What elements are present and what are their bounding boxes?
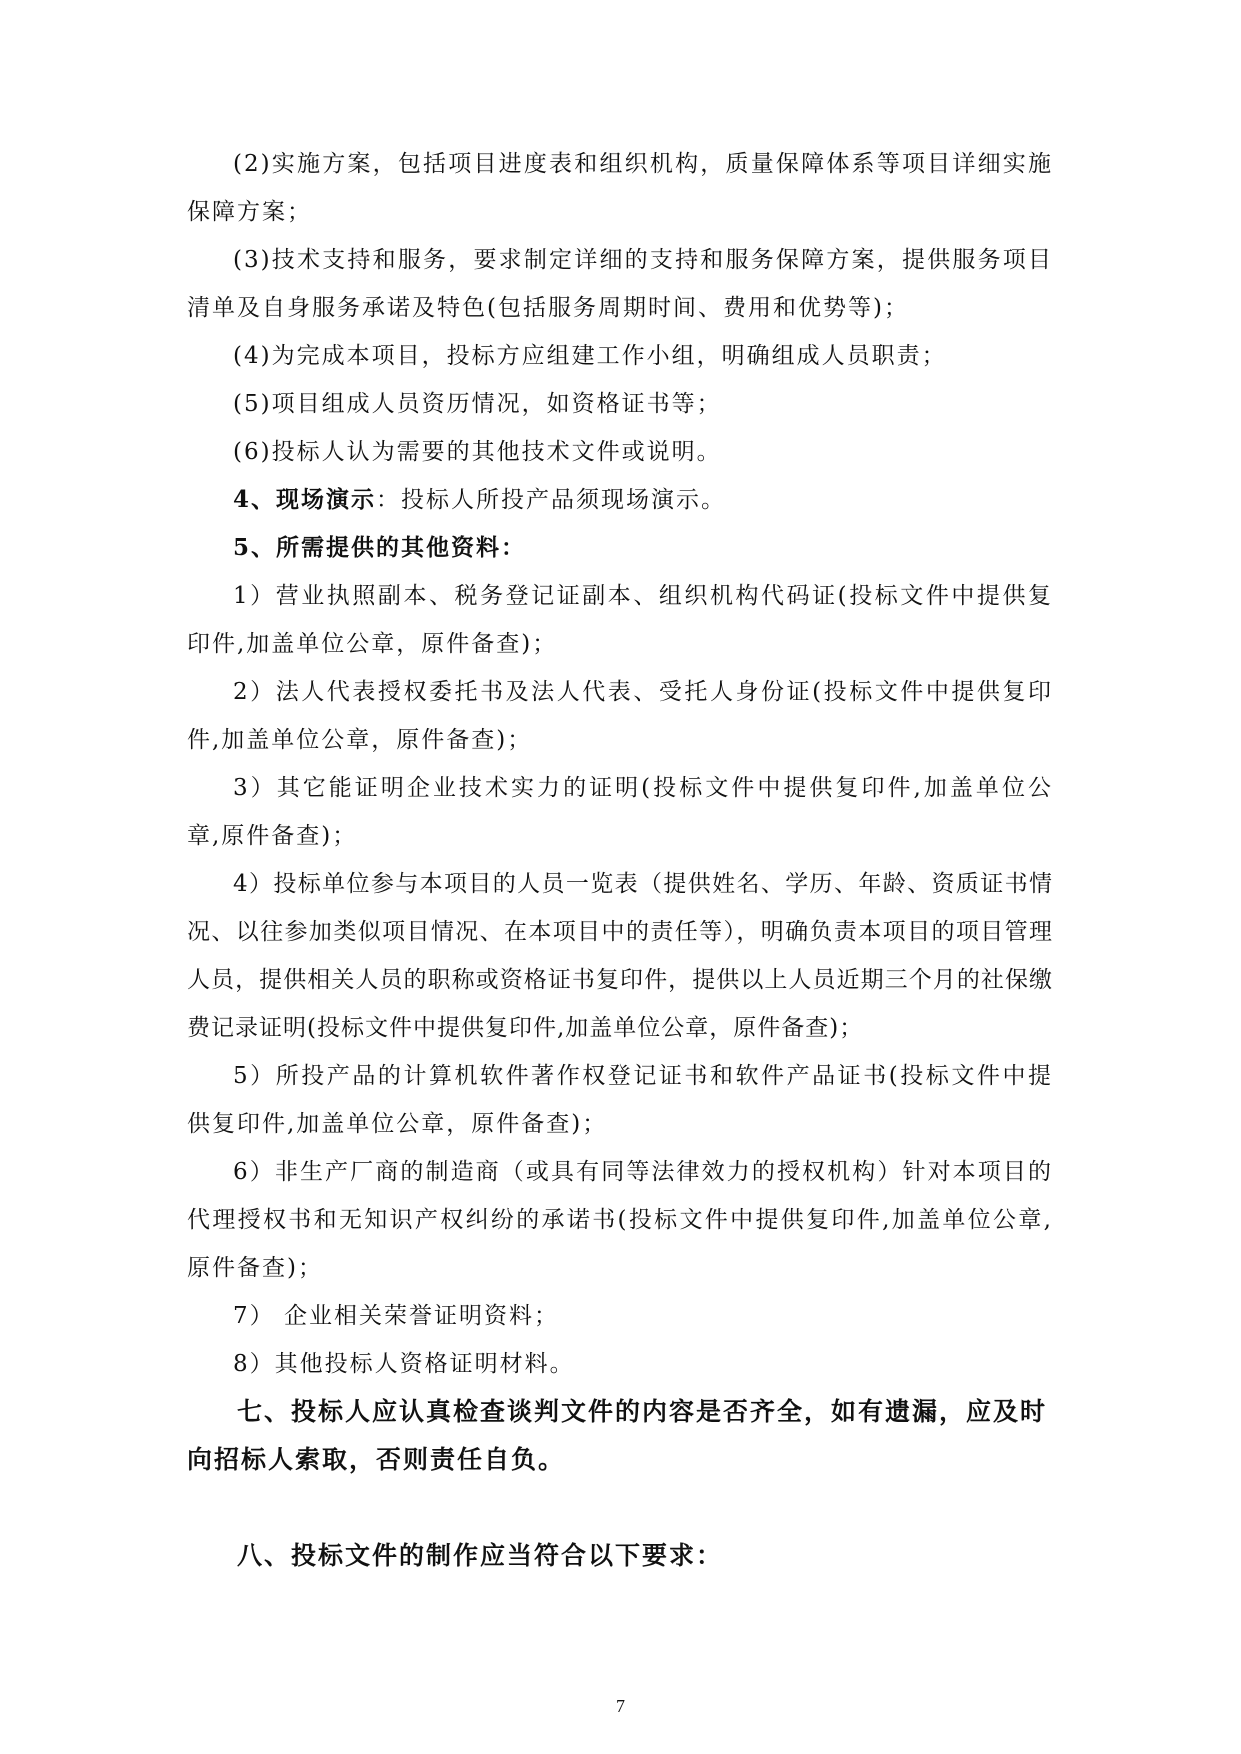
- paragraph-technical-support: (3)技术支持和服务，要求制定详细的支持和服务保障方案，提供服务项目清单及自身服务承诺及特色(包括服务周期时间、费用和优势等)；: [187, 247, 1053, 321]
- section-onsite-demo-text: ：投标人所投产品须现场演示。: [376, 487, 727, 513]
- list-item-business-license: 1）营业执照副本、税务登记证副本、组织机构代码证(投标文件中提供复印件,加盖单位公章，原件备查)；: [187, 583, 1053, 657]
- paragraph-other-technical-docs: (6)投标人认为需要的其他技术文件或说明。: [233, 439, 722, 465]
- section-onsite-demo: [187, 476, 1053, 524]
- list-item-honors: 7） 企业相关荣誉证明资料；: [233, 1303, 559, 1329]
- list-item-technical-strength: 3）其它能证明企业技术实力的证明(投标文件中提供复印件,加盖单位公章,原件备查)；: [187, 775, 1053, 849]
- page-number: 7: [616, 1696, 625, 1716]
- list-item-agent-authorization: 6）非生产厂商的制造商（或具有同等法律效力的授权机构）针对本项目的代理授权书和无知识产权纠纷的承诺书(投标文件中提供复印件,加盖单位公章,原件备查)；: [187, 1159, 1053, 1281]
- section-onsite-demo-label: 4、现场演示: [233, 486, 377, 513]
- list-item-authorization-letter: 2）法人代表授权委托书及法人代表、受托人身份证(投标文件中提供复印件,加盖单位公章，原件备查)；: [187, 679, 1053, 753]
- paragraph-team-qualifications: (5)项目组成人员资历情况，如资格证书等；: [233, 391, 722, 417]
- section-other-materials-heading: 5、所需提供的其他资料：: [233, 534, 527, 561]
- page-content: [187, 140, 1053, 1580]
- paragraph-implementation-plan: (2)实施方案，包括项目进度表和组织机构，质量保障体系等项目详细实施保障方案；: [187, 151, 1053, 225]
- list-item-personnel-list: 4）投标单位参与本项目的人员一览表（提供姓名、学历、年龄、资质证书情况、以往参加类似项目情况、在本项目中的责任等），明确负责本项目的项目管理人员，提供相关人员的职称或资格证书复印件，提供以上人员近期三个月的社保缴费记录证明(投标文件中提供复印件,加盖单位公章，原件备查)；: [187, 871, 1053, 1041]
- section-eight-heading: 八、投标文件的制作应当符合以下要求：: [237, 1541, 724, 1570]
- section-spacer: [187, 1484, 1053, 1532]
- list-item-software-copyright: 5）所投产品的计算机软件著作权登记证书和软件产品证书(投标文件中提供复印件,加盖单位公章，原件备查)；: [187, 1063, 1053, 1137]
- list-item-other-qualifications: 8）其他投标人资格证明材料。: [233, 1351, 575, 1377]
- paragraph-work-team: (4)为完成本项目，投标方应组建工作小组，明确组成人员职责；: [233, 343, 947, 369]
- section-seven-heading: 七、投标人应认真检查谈判文件的内容是否齐全，如有遗漏，应及时向招标人索取，否则责任自负。: [187, 1397, 1048, 1474]
